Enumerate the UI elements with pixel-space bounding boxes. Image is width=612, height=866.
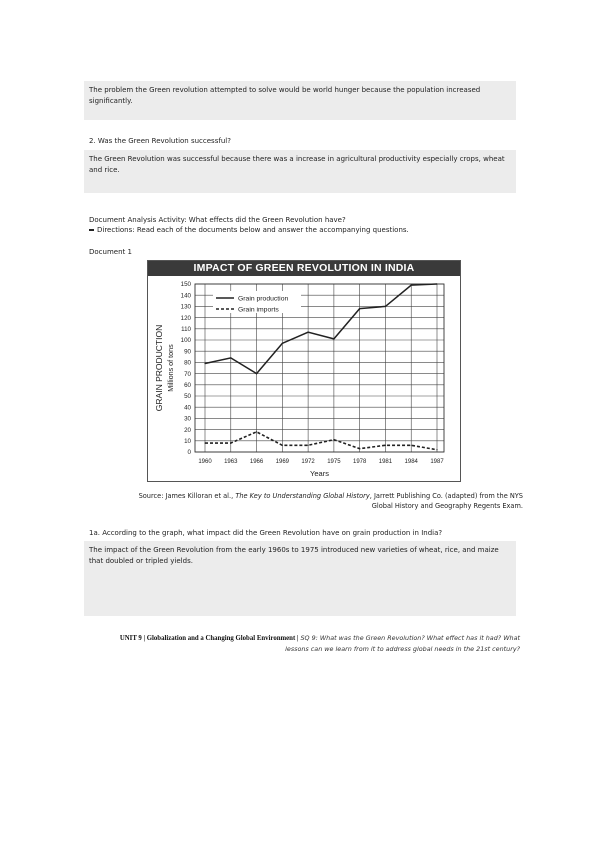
data-point: [436, 283, 437, 284]
data-point: [308, 332, 309, 333]
x-axis-label: Years: [310, 469, 329, 478]
y-tick-label: 140: [180, 292, 191, 300]
data-point: [359, 308, 360, 309]
activity-directions: [89, 225, 409, 235]
data-point: [282, 343, 283, 344]
bullet-dash-icon: [89, 229, 94, 231]
y-axis-label: GRAIN PRODUCTION: [154, 324, 164, 412]
chart-title: IMPACT OF GREEN REVOLUTION IN INDIA: [148, 261, 460, 276]
data-point: [385, 306, 386, 307]
y-axis-sublabel: Millions of tons: [166, 344, 175, 392]
x-tick-label: 1963: [224, 459, 238, 465]
y-tick-label: 60: [184, 382, 191, 389]
chart-source: [103, 491, 523, 511]
data-point: [411, 445, 412, 446]
x-tick-label: 1972: [301, 459, 315, 465]
footer-sq-line1: SQ 9: What was the Green Revolution? What effect has it had? What: [300, 634, 520, 642]
y-tick-label: 0: [187, 449, 191, 457]
data-point: [204, 442, 205, 443]
y-tick-label: 30: [184, 415, 191, 423]
x-tick-label: 1966: [249, 459, 264, 465]
data-point: [333, 439, 334, 440]
legend-label: Grain production: [238, 295, 289, 303]
y-tick-label: 130: [180, 303, 191, 311]
data-point: [204, 363, 205, 364]
data-point: [282, 445, 283, 446]
answer-text-2: The Green Revolution was successful because there was a increase in agricultural productivity especially crops, wheat and rice.: [89, 155, 505, 174]
source-suffix: , Jarrett Publishing Co. (adapted) from the NYS: [369, 492, 523, 500]
y-tick-label: 110: [181, 326, 191, 333]
x-tick-label: 1969: [275, 459, 290, 465]
data-point: [256, 373, 257, 374]
y-tick-label: 70: [184, 370, 191, 378]
x-tick-label: 1978: [352, 459, 367, 465]
y-tick-label: 100: [180, 337, 191, 345]
source-book-title: The Key to Understanding Global History: [235, 492, 370, 500]
y-tick-label: 120: [180, 314, 191, 322]
document-label: Document 1: [89, 248, 132, 256]
data-point: [230, 357, 231, 358]
y-tick-label: 10: [184, 438, 191, 445]
y-tick-label: 40: [184, 404, 191, 412]
green-revolution-chart: [147, 260, 461, 482]
directions-text: Directions: Read each of the documents below and answer the accompanying questions.: [97, 226, 409, 234]
answer-text-1: The problem the Green revolution attempted to solve would be world hunger because the population increased significantly.: [89, 86, 481, 105]
data-point: [230, 442, 231, 443]
chart-plot: [148, 276, 460, 481]
y-tick-label: 150: [180, 281, 191, 289]
x-tick-label: 1987: [430, 459, 444, 465]
data-point: [436, 449, 437, 450]
source-line2: Global History and Geography Regents Exam.: [371, 502, 523, 510]
data-point: [256, 431, 257, 432]
answer-box-2[interactable]: [84, 150, 516, 193]
data-point: [411, 285, 412, 286]
question-2: 2. Was the Green Revolution successful?: [89, 137, 231, 145]
source-prefix: Source: James Killoran et al.,: [138, 492, 236, 500]
y-tick-label: 80: [184, 359, 191, 367]
x-tick-label: 1960: [198, 459, 212, 465]
answer-box-1a[interactable]: [84, 541, 516, 616]
y-tick-label: 90: [184, 348, 191, 356]
answer-box-1[interactable]: [84, 81, 516, 120]
y-tick-label: 50: [184, 393, 191, 401]
data-point: [385, 445, 386, 446]
legend-label: Grain imports: [238, 306, 279, 314]
x-tick-label: 1984: [404, 459, 418, 465]
data-point: [308, 445, 309, 446]
footer-sq-line2: lessons can we learn from it to address global needs in the 21st century?: [285, 645, 520, 653]
footer-unit: UNIT 9 | Globalization and a Changing Global Environment |: [119, 635, 299, 642]
page-footer: [70, 633, 520, 654]
question-1a: 1a. According to the graph, what impact did the Green Revolution have on grain production in India?: [89, 529, 443, 537]
y-tick-label: 20: [184, 426, 191, 434]
x-tick-label: 1981: [378, 459, 393, 465]
data-point: [359, 448, 360, 449]
activity-title: Document Analysis Activity: What effects did the Green Revolution have?: [89, 216, 346, 224]
x-tick-label: 1975: [327, 459, 341, 465]
answer-text-1a: The impact of the Green Revolution from the early 1960s to 1975 introduced new varieties of wheat, rice, and maize that doubled or tripled yields.: [89, 546, 499, 565]
data-point: [333, 338, 334, 339]
